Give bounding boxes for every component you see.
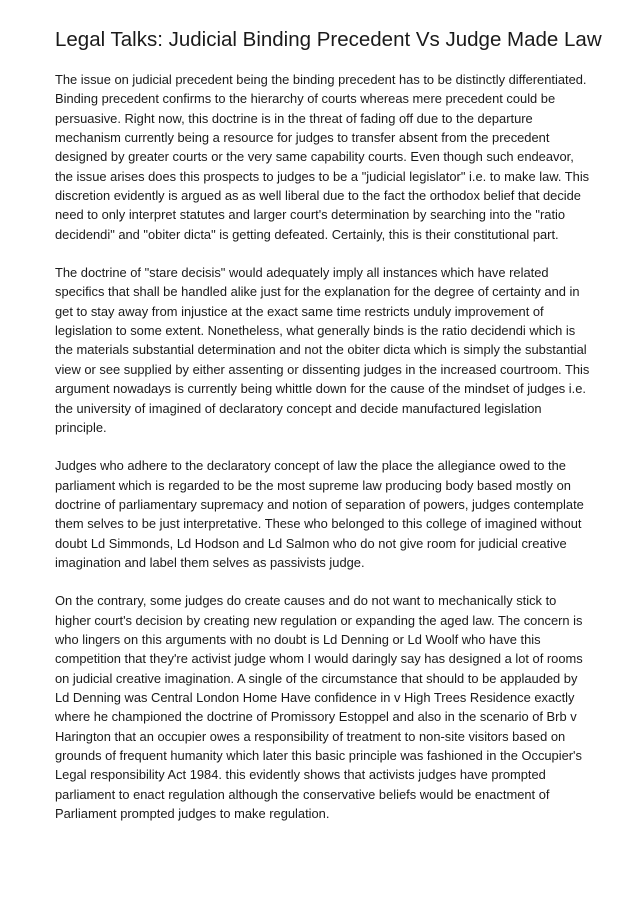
paragraph: The doctrine of "stare decisis" would adequately imply all instances which have related specifics that shall be handled alike just for the explanation for the degree of certainty and in get to stay away from injustice at the exact same time restricts unduly improvement of legislation to some extent. Nonetheless, what generally binds is the ratio decidendi which is the materials substantial determination and not the obiter dicta which is simply the substantial view or see supplied by either assenting or dissenting judges in the increased courtroom. This argument nowadays is currently being whittle down for the cause of the mindset of judges i.e. the university of imagined of declaratory concept and decide manufactured legislation principle. [55, 265, 590, 435]
paragraph: On the contrary, some judges do create causes and do not want to mechanically stick to higher court's decision by creating new regulation or expanding the aged law. The concern is who lingers on this arguments with no doubt is Ld Denning or Ld Woolf who have this competition that they're activist judge whom I would daringly say has designed a lot of rooms on judicial creative imagination. A single of the circumstance that should to be applauded by Ld Denning was Central London Home Have confidence in v High Trees Residence exactly where he championed the doctrine of Promissory Estoppel and also in the scenario of Brb v Harington that an occupier owes a responsibility of treatment to non-site visitors based on grounds of frequent humanity which later this basic principle was fashioned in the Occupier's Legal responsibility Act 1984. this evidently shows that activists judges have prompted parliament to enact regulation although the conservative beliefs would be enactment of Parliament prompted judges to make regulation. [55, 593, 583, 822]
paragraph: The issue on judicial precedent being the binding precedent has to be distinctly differentiated. Binding precedent confirms to the hierarchy of courts whereas mere precedent could be persuasive. Right now, this doctrine is in the threat of fading off due to the departure mechanism currently being a resource for judges to transfer absent from the precedent designed by greater courts or the very same capability courts. Even though such endeavor, the issue arises does this prospects to judges to be a "judicial legislator" i.e. to make law. This discretion evidently is argued as as well liberal due to the fact the orthodox belief that decide need to only interpret statutes and larger court's determination by searching into the "ratio decidendi" and "obiter dicta" is getting defeated. Certainly, this is their constitutional part. [55, 72, 590, 242]
paragraph: Judges who adhere to the declaratory concept of law the place the allegiance owed to the parliament which is regarded to be the most supreme law producing body based mostly on doctrine of parliamentary supremacy and notion of separation of powers, judges contemplate them selves to be just interpretative. These who belonged to this college of imagined without doubt Ld Simmonds, Ld Hodson and Ld Salmon who do not give room for judicial creative imagination and label them selves as passivists judge. [55, 458, 584, 570]
document-body [55, 70, 592, 823]
document-title: Legal Talks: Judicial Binding Precedent Vs Judge Made Law [55, 28, 602, 51]
